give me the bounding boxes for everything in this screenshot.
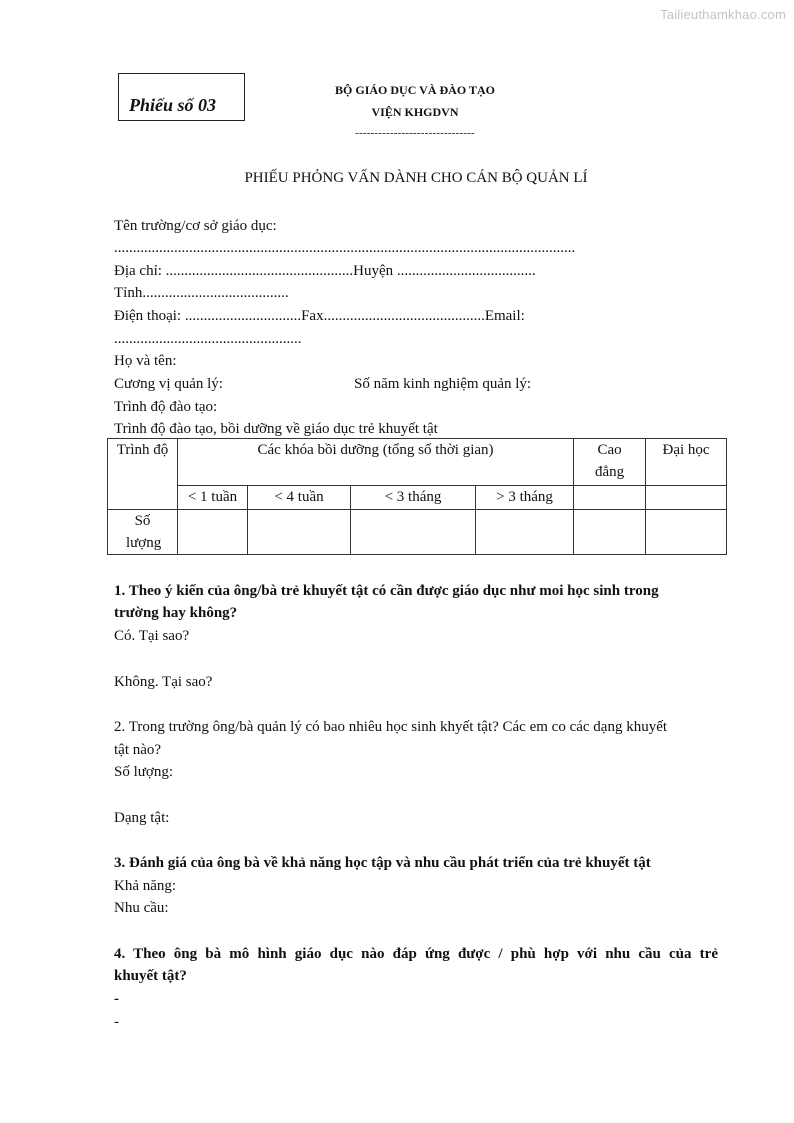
quantity-cell: [646, 510, 727, 555]
school-field: Tên trường/cơ sở giáo dục:: [114, 218, 277, 234]
quantity-cell: [248, 510, 351, 555]
question-3: 3. Đánh giá của ông bà về khả năng học tập và nhu cầu phát triển của trẻ khuyết tật: [114, 855, 651, 871]
question-1-cont: trường hay không?: [114, 605, 238, 621]
education-field: Trình độ đào tạo:: [114, 399, 218, 415]
school-dots: ...........................................................................................................................: [114, 240, 576, 256]
q1-yes: Có. Tại sao?: [114, 628, 190, 644]
experience-field: Số năm kinh nghiệm quản lý:: [354, 376, 532, 392]
question-2-cont: tật nào?: [114, 742, 162, 758]
header-university: Đại học: [646, 439, 727, 486]
row-quantity-label: Số lượng: [108, 510, 178, 555]
quantity-cell: [476, 510, 574, 555]
header-separator: -------------------------------: [355, 127, 475, 139]
province-field: Tỉnh.......................................: [114, 285, 289, 301]
duration-cell: < 4 tuần: [248, 486, 351, 510]
q2-types: Dạng tật:: [114, 810, 170, 826]
question-4: 4. Theo ông bà mô hình giáo dục nào đáp ứng được / phù hợp với nhu cầu của trẻ: [114, 946, 718, 962]
page-title: PHIẾU PHỎNG VẤN DÀNH CHO CÁN BỘ QUẢN LÍ: [244, 170, 588, 186]
phone-field: Điện thoại: ...............................Fax...........................................Email:: [114, 308, 525, 324]
empty-cell: [646, 486, 727, 510]
question-2: 2. Trong trường ông/bà quản lý có bao nhiêu học sinh khyết tật? Các em co các dạng khuyết: [114, 719, 668, 735]
position-row: [114, 373, 614, 395]
question-4-cont: khuyết tật?: [114, 968, 187, 984]
q4-bullet-1: -: [114, 991, 119, 1007]
email-dots: ..................................................: [114, 331, 302, 347]
duration-cell: < 1 tuần: [178, 486, 248, 510]
q3-ability: Khả năng:: [114, 878, 177, 894]
q1-no: Không. Tại sao?: [114, 674, 213, 690]
institute-name: VIỆN KHGDVN: [371, 105, 459, 119]
form-number: Phiếu số 03: [129, 95, 217, 115]
empty-cell: [574, 486, 646, 510]
training-table: [107, 438, 727, 555]
question-1: 1. Theo ý kiến của ông/bà trẻ khuyết tật có cần được giáo dục như moi học sinh trong: [114, 583, 659, 599]
quantity-cell: [178, 510, 248, 555]
name-field: Họ và tên:: [114, 353, 177, 369]
position-field: Cương vị quản lý:: [114, 376, 223, 392]
duration-cell: > 3 tháng: [476, 486, 574, 510]
q4-bullet-2: -: [114, 1014, 119, 1030]
ministry-name: BỘ GIÁO DỤC VÀ ĐÀO TẠO: [335, 83, 495, 97]
q3-needs: Nhu cầu:: [114, 900, 169, 916]
watermark: Tailieuthamkhao.com: [660, 7, 786, 22]
header-college: Cao đẳng: [574, 439, 646, 486]
duration-cell: < 3 tháng: [351, 486, 476, 510]
address-field: Địa chỉ: ..................................................Huyện .....................................: [114, 263, 536, 279]
training-field: Trình độ đào tạo, bồi dưỡng về giáo dục trẻ khuyết tật: [114, 421, 438, 437]
header-level: Trình độ: [108, 439, 178, 510]
quantity-cell: [574, 510, 646, 555]
q2-quantity: Số lượng:: [114, 764, 173, 780]
quantity-cell: [351, 510, 476, 555]
form-number-box: [118, 73, 245, 121]
header-courses: Các khóa bồi dưỡng (tổng số thời gian): [178, 439, 574, 486]
